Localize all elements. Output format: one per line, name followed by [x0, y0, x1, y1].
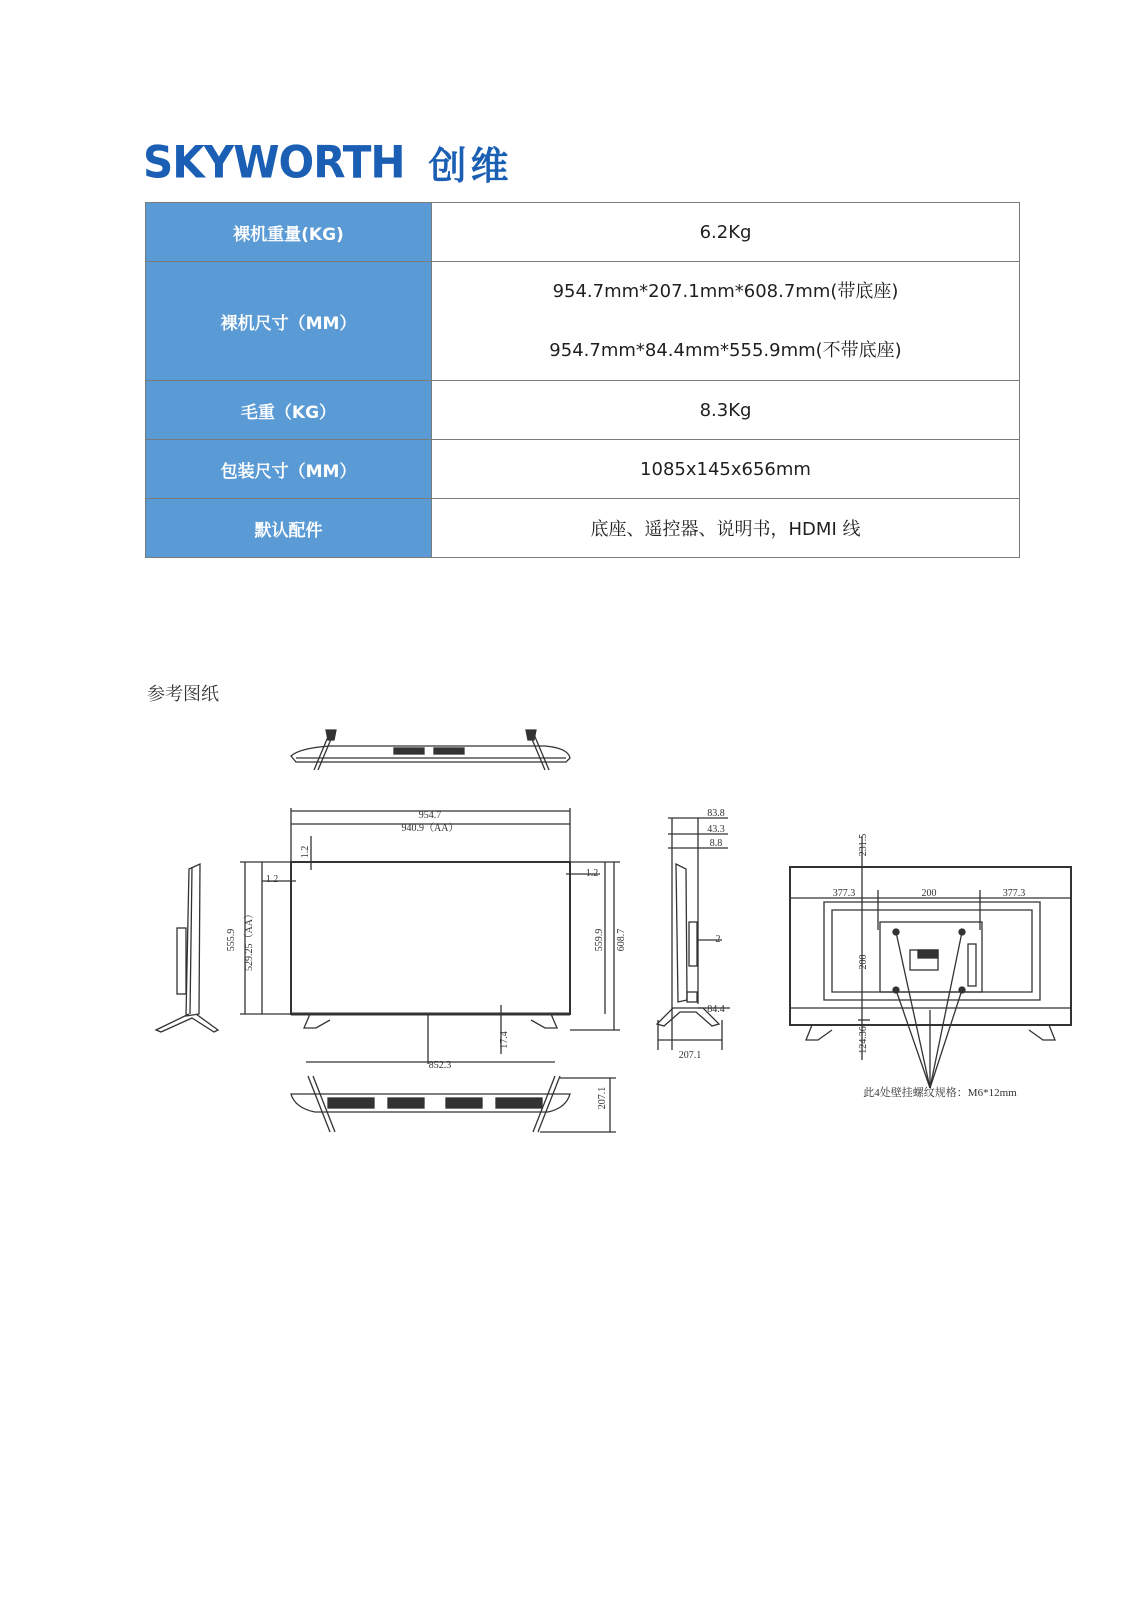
- spec-value-line: 954.7mm*207.1mm*608.7mm(带底座): [552, 281, 899, 302]
- spec-value: 1085x145x656mm: [432, 440, 1020, 499]
- left-side-view: [156, 864, 218, 1032]
- dim-right-gap: 1.2: [585, 868, 599, 879]
- dim-back-mid: 200: [921, 888, 937, 899]
- wall-mount-note: 此4处壁挂螺纹规格：M6*12mm: [863, 1087, 1017, 1099]
- dim-back-bottom: 124.36: [858, 1026, 869, 1054]
- top-view: [291, 730, 570, 770]
- dim-left-height-aa: 529.25（AA）: [244, 909, 255, 971]
- drawing-caption: 参考图纸: [147, 684, 219, 705]
- dim-bottom-gap: 17.4: [499, 1031, 510, 1049]
- dim-depth-43: 43.3: [707, 824, 725, 835]
- dim-width-aa: 940.9（AA）: [401, 823, 459, 834]
- brand-name-en: SKYWORTH: [143, 136, 405, 188]
- dim-base-depth: 207.1: [678, 1050, 702, 1061]
- spec-value: 8.3Kg: [432, 381, 1020, 440]
- dim-back-top: 231.5: [858, 833, 869, 857]
- spec-key: 包装尺寸（MM）: [146, 440, 432, 499]
- dim-back-vesa: 200: [858, 954, 869, 970]
- spec-key: 裸机重量(KG): [146, 203, 432, 262]
- dim-back-left: 377.3: [832, 888, 856, 899]
- back-view: [790, 833, 1071, 1088]
- spec-key: 毛重（KG）: [146, 381, 432, 440]
- spec-key: 默认配件: [146, 499, 432, 558]
- brand-name-cn: 创维: [428, 143, 513, 188]
- dim-left-height: 555.9: [226, 928, 237, 952]
- dim-depth-83: 83.8: [707, 808, 725, 819]
- dim-depth-84: 84.4: [707, 1004, 725, 1015]
- dim-back-right: 377.3: [1002, 888, 1026, 899]
- spec-key: 裸机尺寸（MM）: [146, 262, 432, 381]
- dim-right-height: 559.9: [594, 928, 605, 952]
- dim-width-overall: 954.7: [418, 810, 442, 821]
- spec-value-line: 954.7mm*84.4mm*555.9mm(不带底座): [549, 340, 902, 361]
- dim-bottom-depth: 207.1: [597, 1086, 608, 1110]
- spec-value: 6.2Kg: [432, 203, 1020, 262]
- dim-top-gap: 1.2: [300, 845, 311, 859]
- dim-stand-spacing: 852.3: [428, 1060, 452, 1071]
- dim-depth-8: 8.8: [709, 838, 723, 849]
- dim-left-gap: 1.2: [265, 874, 279, 885]
- bottom-view: [291, 1076, 616, 1132]
- dim-mid-2: 2: [715, 934, 721, 945]
- spec-value: 底座、遥控器、说明书，HDMI 线: [432, 499, 1020, 558]
- dim-total-height: 608.7: [616, 928, 627, 952]
- front-view: [240, 808, 620, 1064]
